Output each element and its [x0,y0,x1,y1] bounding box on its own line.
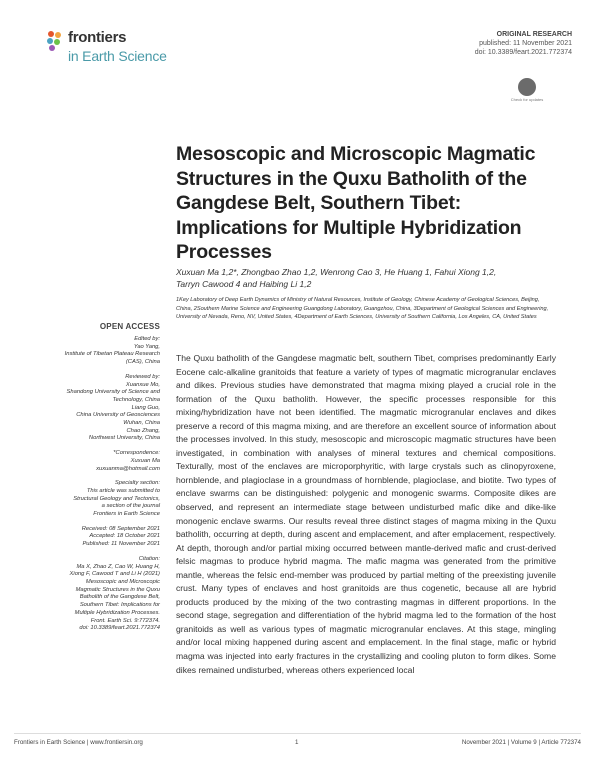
reviewer-line: Wuhan, China [123,420,160,427]
logo-wordmark: frontiers [68,29,127,46]
specialty-line: Frontiers in Earth Science [93,511,160,518]
footer-divider [14,733,581,734]
check-for-updates-button[interactable] [510,78,544,104]
correspondence [24,450,160,473]
abstract-text: The Quxu batholith of the Gangdese magmatic belt, southern Tibet, comprises predominantly Early Eocene calc-alkaline granitoids that feature a variety of types of magmatic microgranular enclaves and dikes. Previous studies have demonstrated that magma mixing played a crucial role in the formation of the Quxu batholith. However, the specific processes responsible for this mixing/hybridization have not been identified. The magmatic microgranular enclaves and dikes preserve a record of this magma mixing, and are therefore an excellent source of information about the processes involved. In this study, mesoscopic and microscopic magmatic structures have been investigated, in combination with analyses of mineral textures and chemical compositions. Texturally, most of the enclaves are microporphyritic, with large crystals such as clinopyroxene, hornblende, and plagioclase in a groundmass of hornblende, plagioclase, and biotite. Two types of enclave swarms can be distinguished: polygenic and monogenic swarms. Composite dikes are observed, and represent an intermediate stage between undisturbed mafic dike and dike-like monogenic enclave swarms. Our results reveal three distinct stages of magma mixing in the Quxu batholith, occurring at depth, during ascent and emplacement, and after emplacement, respectively. At depth, thorough and/or partial mixing occurred between mantle-derived mafic and crust-derived felsic magmas to produce hybrid magma. The mafic magma was generated from the primitive mantle, whereas the felsic end-member was produced by partial melting of the preexisting juvenile crust. Many types of enclaves and host granitoids are thus cogenetic, because all are hybrid products produced by the mixing of the two contrasting magmas in different proportions. In the second stage, segregation and differentiation of the hybrid magma led to the formation of the host granitoids as well as various types of magmatic microgranular enclaves. At this stage, mingling and/or local mixing happened during ascent and emplacement. In the final stage, mafic or hybrid magma was injected into early fractures in the crystallizing and cooling pluton to form dikes. Some dikes remained undisturbed, whereas others experienced local [176,353,556,675]
editor-line: Yao Yang, [133,343,160,350]
check-updates-icon [518,78,536,96]
affiliations: 1Key Laboratory of Deep Earth Dynamics of Ministry of Natural Resources, Institute of Geology, Chinese Academy of Geological Sciences, Beijing, China, 2Southern Marine Science and Engineering Guangdong Laboratory, Guangzhou, China, 3Department of Geological Sciences and Engineering, University of Nevada, Reno, NV, United States, 4Department of Earth Sciences, University of Southern California, Los Angeles, CA, United States [176,297,549,320]
reviewer-line: Technology, China [112,396,160,403]
published-date: published: 11 November 2021 [479,40,572,47]
citation-line: Batholith of the Gangdese Belt, [79,594,160,601]
footer-journal-link[interactable]: Frontiers in Earth Science | www.frontiersin.org [14,739,143,746]
journal-logo[interactable] [46,28,176,74]
specialty-line: This article was submitted to [86,487,160,494]
citation-label: Citation: [138,555,160,562]
published-date-sidebar: Published: 11 November 2021 [82,541,160,548]
citation-line: Front. Earth Sci. 9:772374. [90,617,160,624]
journal-name: in Earth Science [68,48,167,64]
edited-by-label: Edited by: [134,336,160,342]
article-sidebar [24,336,160,640]
reviewed-by-label: Reviewed by: [125,373,160,380]
received-date: Received: 08 September 2021 [81,525,160,532]
author-line[interactable]: Tarryn Cawood 4 and Haibing Li 1,2 [176,279,312,289]
article-type: ORIGINAL RESEARCH [496,31,572,38]
citation-line: Xiong F, Cawood T and Li H (2021) [69,571,160,578]
open-access-badge: OPEN ACCESS [99,322,160,331]
reviewer-line: Xuanxue Mo, [125,381,160,388]
specialty-line: Structural Geology and Tectonics, [73,495,160,502]
article-meta [475,30,572,57]
edited-by [24,336,160,367]
check-updates-label: Check for updates [510,97,544,102]
page-number: 1 [295,739,299,746]
reviewer-line: Liang Guo, [131,404,160,411]
correspondence-label: *Correspondence: [113,450,160,457]
reviewer-line: Shandong University of Science and [66,389,160,396]
author-line[interactable]: Xuxuan Ma 1,2*, Zhongbao Zhao 1,2, Wenrong Cao 3, He Huang 1, Fahui Xiong 1,2, [176,267,497,277]
specialty-label: Specialty section: [114,480,160,487]
specialty-section [24,480,160,519]
doi[interactable]: doi: 10.3389/feart.2021.772374 [474,49,572,56]
frontiers-logo-icon [46,30,64,52]
editor-line: (CAS), China [125,359,160,366]
reviewer-line: Chao Zhang, [126,427,160,434]
citation [24,556,160,633]
citation-doi[interactable]: doi: 10.3389/feart.2021.772374 [79,625,160,632]
reviewer-line: China University of Geosciences [76,412,160,419]
author-list [176,266,556,290]
specialty-line: a section of the journal [101,503,160,510]
citation-line: Mesoscopic and Microscopic [85,578,160,585]
correspondence-email[interactable]: xuxuanma@hotmail.com [96,465,160,472]
reviewer-line: Northwest University, China [88,435,160,442]
article-title: Mesoscopic and Microscopic Magmatic Structures in the Quxu Batholith of the Gangdese Belt, Southern Tibet: Implications for Multiple Hybridization Processes [176,143,536,264]
correspondence-name: Xuxuan Ma [130,457,160,464]
footer-article-info: November 2021 | Volume 9 | Article 772374 [461,739,581,746]
citation-line: Southern Tibet: Implications for [79,602,160,609]
editor-line: Institute of Tibetan Plateau Research [64,351,160,358]
reviewed-by [24,374,160,443]
dates [24,526,160,549]
citation-line: Multiple Hybridization Processes. [74,609,160,616]
citation-line: Magmatic Structures in the Quxu [75,586,160,593]
accepted-date: Accepted: 18 October 2021 [89,533,160,540]
citation-line: Ma X, Zhao Z, Cao W, Huang H, [76,563,160,570]
